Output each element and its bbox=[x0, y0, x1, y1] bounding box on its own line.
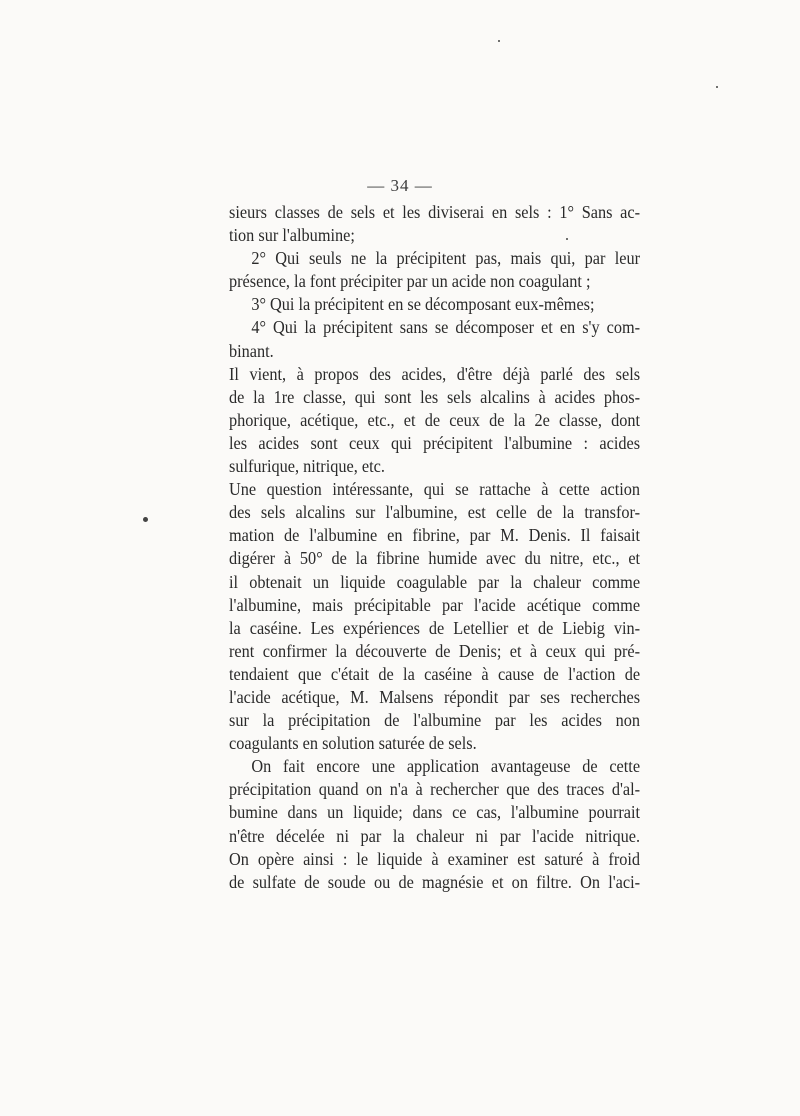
text-line: de la 1re classe, qui sont les sels alcalins à acides phos- bbox=[229, 386, 641, 407]
text-line: digérer à 50° de la fibrine humide avec du nitre, etc., et bbox=[229, 548, 641, 569]
ink-speck bbox=[716, 86, 718, 88]
text-line: tendaient que c'était de la caséine à cause de l'action de bbox=[229, 663, 641, 684]
text-line: 4° Qui la précipitent sans se décomposer et en s'y com- bbox=[251, 317, 641, 338]
text-line: mation de l'albumine en fibrine, par M. Denis. Il faisait bbox=[229, 525, 641, 546]
body-text bbox=[229, 201, 641, 894]
text-line: 2° Qui seuls ne la précipitent pas, mais qui, par leur bbox=[251, 248, 641, 269]
text-line: On fait encore une application avantageuse de cette bbox=[251, 756, 641, 777]
page-number: — 34 — bbox=[367, 176, 433, 195]
ink-speck bbox=[143, 517, 148, 522]
text-line: phorique, acétique, etc., et de ceux de la 2e classe, dont bbox=[229, 409, 641, 430]
text-line: rent confirmer la découverte de Denis; et à ceux qui pré- bbox=[229, 640, 641, 661]
ink-speck bbox=[498, 40, 500, 42]
text-line: les acides sont ceux qui précipitent l'albumine : acides bbox=[229, 432, 641, 453]
ink-speck bbox=[566, 238, 568, 240]
text-line: n'être décelée ni par la chaleur ni par l'acide nitrique. bbox=[229, 825, 641, 846]
text-line: l'albumine, mais précipitable par l'acide acétique comme bbox=[229, 594, 641, 615]
text-line: tion sur l'albumine; bbox=[229, 225, 355, 246]
text-line: Une question intéressante, qui se rattache à cette action bbox=[229, 479, 641, 500]
text-line: l'acide acétique, M. Malsens répondit par ses recherches bbox=[229, 686, 641, 707]
text-line: sur la précipitation de l'albumine par les acides non bbox=[229, 710, 641, 731]
text-line: sieurs classes de sels et les diviserai en sels : 1° Sans ac- bbox=[229, 202, 641, 222]
text-line: présence, la font précipiter par un acide non coagulant ; bbox=[229, 271, 591, 292]
text-line: il obtenait un liquide coagulable par la chaleur comme bbox=[229, 571, 641, 592]
text-line: précipitation quand on n'a à rechercher que des traces d'al- bbox=[229, 779, 641, 800]
text-line: sulfurique, nitrique, etc. bbox=[229, 456, 385, 477]
text-line: de sulfate de soude ou de magnésie et on filtre. On l'aci- bbox=[229, 871, 641, 892]
text-line: On opère ainsi : le liquide à examiner est saturé à froid bbox=[229, 848, 641, 869]
text-line: binant. bbox=[229, 340, 274, 361]
text-line: 3° Qui la précipitent en se décomposant eux-mêmes; bbox=[251, 294, 595, 315]
text-line: Il vient, à propos des acides, d'être déjà parlé des sels bbox=[229, 363, 641, 384]
text-line: bumine dans un liquide; dans ce cas, l'albumine pourrait bbox=[229, 802, 641, 823]
text-line: des sels alcalins sur l'albumine, est celle de la transfor- bbox=[229, 502, 641, 523]
text-line: la caséine. Les expériences de Letellier et de Liebig vin- bbox=[229, 617, 641, 638]
text-line: coagulants en solution saturée de sels. bbox=[229, 733, 477, 754]
